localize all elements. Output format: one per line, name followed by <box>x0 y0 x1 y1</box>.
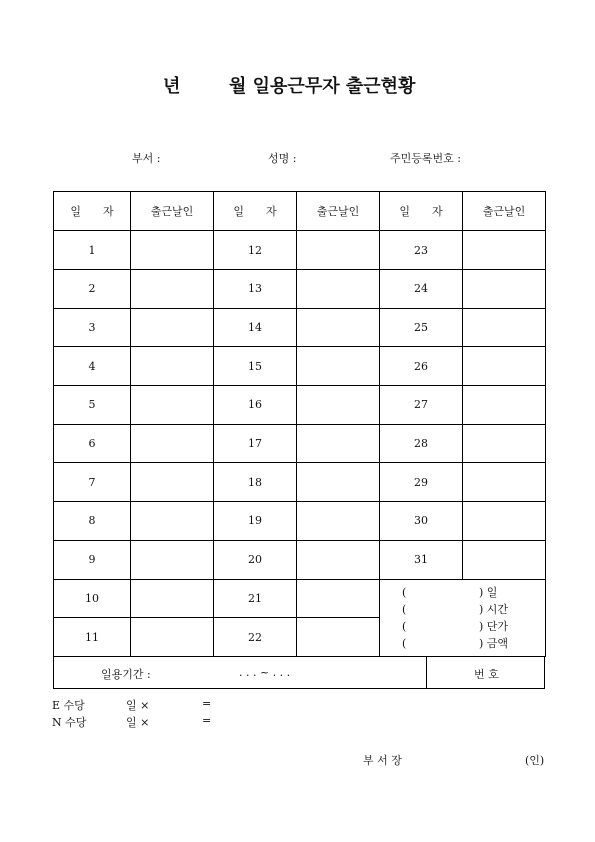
stamp-cell[interactable] <box>131 269 214 308</box>
attendance-table <box>53 191 546 657</box>
day-cell: 13 <box>214 269 297 308</box>
stamp-cell[interactable] <box>463 540 546 579</box>
day-cell: 31 <box>380 540 463 579</box>
day-cell: 26 <box>380 347 463 386</box>
table-row <box>54 269 546 308</box>
summary-cell <box>380 579 546 656</box>
day-cell: 10 <box>54 579 131 618</box>
allowance-name: E 수당 <box>52 699 85 712</box>
stamp-cell[interactable] <box>463 231 546 270</box>
allowance-name: N 수당 <box>52 716 87 729</box>
stamp-cell[interactable] <box>463 269 546 308</box>
stamp-cell[interactable] <box>131 347 214 386</box>
stamp-cell[interactable] <box>297 463 380 502</box>
stamp-cell[interactable] <box>297 308 380 347</box>
period-divider <box>426 656 427 688</box>
seal-mark: (인) <box>525 754 545 767</box>
header-row <box>54 192 546 231</box>
day-cell: 22 <box>214 618 297 657</box>
title-rest: 월 일용근무자 출근현황 <box>229 76 416 97</box>
header-day-2: 일 자 <box>214 192 297 231</box>
day-cell: 8 <box>54 502 131 541</box>
header-stamp-2: 출근날인 <box>297 192 380 231</box>
stamp-cell[interactable] <box>297 579 380 618</box>
header-stamp-1: 출근날인 <box>131 192 214 231</box>
day-cell: 16 <box>214 386 297 425</box>
header-day-1: 일 자 <box>54 192 131 231</box>
title-year: 년 <box>163 76 181 97</box>
header-day-3: 일 자 <box>380 192 463 231</box>
allowance-eq: = <box>202 697 212 710</box>
day-cell: 24 <box>380 269 463 308</box>
day-cell: 30 <box>380 502 463 541</box>
day-cell: 11 <box>54 618 131 657</box>
stamp-cell[interactable] <box>297 424 380 463</box>
summary-days: ( ) 일 <box>402 585 498 599</box>
stamp-cell[interactable] <box>463 424 546 463</box>
table-row <box>54 231 546 270</box>
stamp-cell[interactable] <box>131 463 214 502</box>
table-row <box>54 308 546 347</box>
day-cell: 9 <box>54 540 131 579</box>
day-cell: 25 <box>380 308 463 347</box>
stamp-cell[interactable] <box>297 386 380 425</box>
name-label: 성명 : <box>268 152 297 165</box>
day-cell: 3 <box>54 308 131 347</box>
day-cell: 21 <box>214 579 297 618</box>
day-cell: 29 <box>380 463 463 502</box>
stamp-cell[interactable] <box>297 502 380 541</box>
employment-period-row <box>53 656 545 689</box>
day-cell: 28 <box>380 424 463 463</box>
table-row <box>54 540 546 579</box>
header-stamp-3: 출근날인 <box>463 192 546 231</box>
period-dates: . . . ~ . . . <box>239 666 291 679</box>
day-cell: 12 <box>214 231 297 270</box>
stamp-cell[interactable] <box>131 424 214 463</box>
day-cell: 6 <box>54 424 131 463</box>
table-row <box>54 386 546 425</box>
day-cell: 2 <box>54 269 131 308</box>
stamp-cell[interactable] <box>131 386 214 425</box>
stamp-cell[interactable] <box>131 231 214 270</box>
day-cell: 14 <box>214 308 297 347</box>
stamp-cell[interactable] <box>463 463 546 502</box>
day-cell: 4 <box>54 347 131 386</box>
stamp-cell[interactable] <box>463 502 546 541</box>
day-cell: 27 <box>380 386 463 425</box>
stamp-cell[interactable] <box>131 540 214 579</box>
stamp-cell[interactable] <box>131 308 214 347</box>
stamp-cell[interactable] <box>463 308 546 347</box>
stamp-cell[interactable] <box>131 618 214 657</box>
stamp-cell[interactable] <box>297 347 380 386</box>
table-row <box>54 463 546 502</box>
dept-label: 부서 : <box>132 152 161 165</box>
day-cell: 1 <box>54 231 131 270</box>
stamp-cell[interactable] <box>297 540 380 579</box>
day-cell: 17 <box>214 424 297 463</box>
stamp-cell[interactable] <box>131 579 214 618</box>
day-cell: 19 <box>214 502 297 541</box>
allowance-unit: 일 × <box>126 716 150 729</box>
table-row <box>54 502 546 541</box>
stamp-cell[interactable] <box>297 231 380 270</box>
day-cell: 23 <box>380 231 463 270</box>
summary-hours: ( ) 시간 <box>402 602 509 616</box>
table-row <box>54 579 546 618</box>
rrn-label: 주민등록번호 : <box>390 152 461 165</box>
manager-label: 부 서 장 <box>363 754 402 767</box>
stamp-cell[interactable] <box>297 269 380 308</box>
stamp-cell[interactable] <box>131 502 214 541</box>
day-cell: 20 <box>214 540 297 579</box>
table-row <box>54 347 546 386</box>
number-label: 번 호 <box>474 668 499 681</box>
day-cell: 18 <box>214 463 297 502</box>
table-row <box>54 424 546 463</box>
day-cell: 7 <box>54 463 131 502</box>
stamp-cell[interactable] <box>297 618 380 657</box>
stamp-cell[interactable] <box>463 386 546 425</box>
summary-rate: ( ) 단가 <box>402 619 509 633</box>
allowance-eq: = <box>202 714 212 727</box>
day-cell: 5 <box>54 386 131 425</box>
summary-amount: ( ) 금액 <box>402 636 509 650</box>
stamp-cell[interactable] <box>463 347 546 386</box>
day-cell: 15 <box>214 347 297 386</box>
period-label: 일용기간 : <box>101 668 151 681</box>
allowance-unit: 일 × <box>126 699 150 712</box>
